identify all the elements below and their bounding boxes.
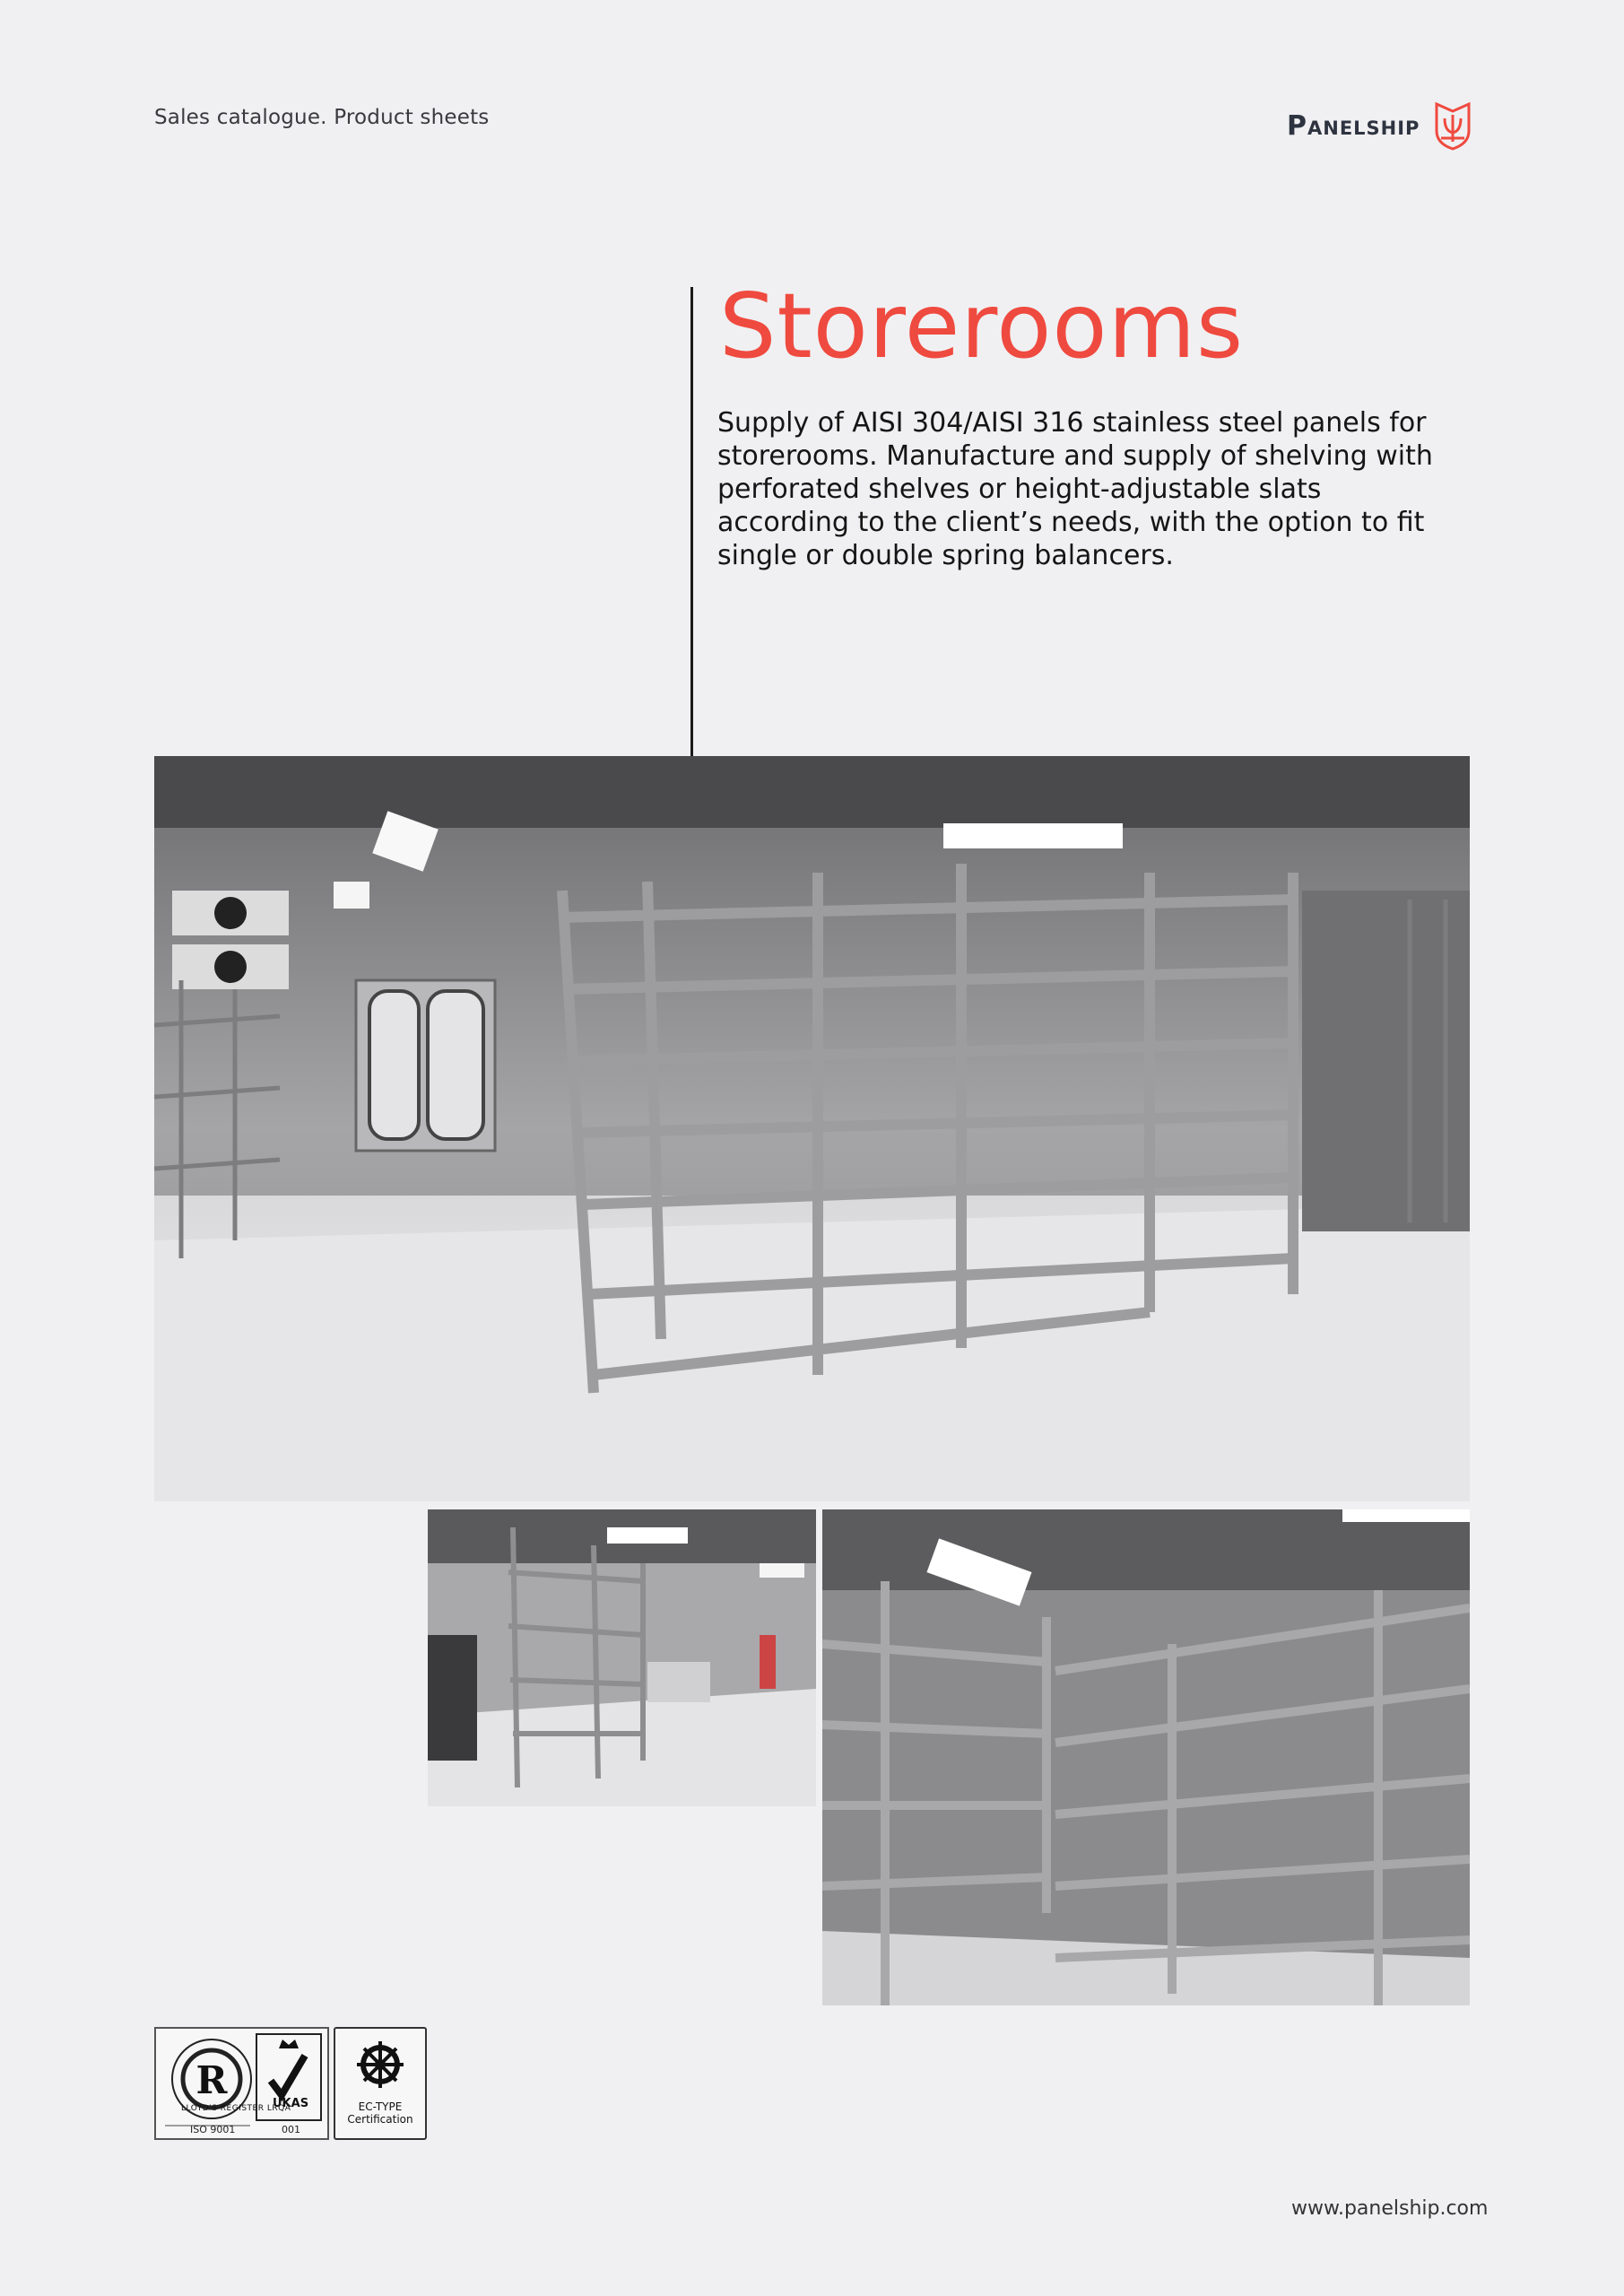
svg-text:R: R: [195, 2058, 228, 2102]
title-divider: [690, 287, 693, 758]
trident-shield-icon: [1432, 100, 1473, 151]
ec-type-label: EC-TYPE: [358, 2100, 403, 2113]
website-url[interactable]: www.panelship.com: [1291, 2197, 1489, 2220]
ukas-number: 001: [282, 2124, 300, 2135]
iso-label: ISO 9001: [190, 2124, 236, 2135]
ukas-label: UKAS: [273, 2097, 309, 2110]
brand-name: Panelship: [1287, 109, 1420, 142]
storeroom-main-photo: [154, 756, 1470, 1501]
brand-logo: [1287, 100, 1473, 151]
product-description: Supply of AISI 304/AISI 316 stainless steel panels for storerooms. Manufacture and supply of shelving with perforated shelves or height-adjustable slats according to the client’s needs, with the option to fit single or double spring balancers.: [717, 407, 1433, 571]
storeroom-photo-2: [428, 1509, 816, 1806]
storeroom-photo-3: [822, 1509, 1470, 2005]
iso-ukas-certification-badge: [154, 2027, 329, 2140]
page-title: Storerooms: [719, 274, 1245, 378]
ukas-crown-check-icon: [271, 2039, 305, 2095]
ec-certification-label: Certification: [347, 2113, 413, 2126]
lr-ring-text: LLOYD'S REGISTER LRQA: [181, 2104, 291, 2113]
ec-type-certification-badge: [334, 2027, 427, 2140]
ship-wheel-icon: [357, 2041, 404, 2088]
catalogue-label: Sales catalogue. Product sheets: [154, 106, 490, 129]
